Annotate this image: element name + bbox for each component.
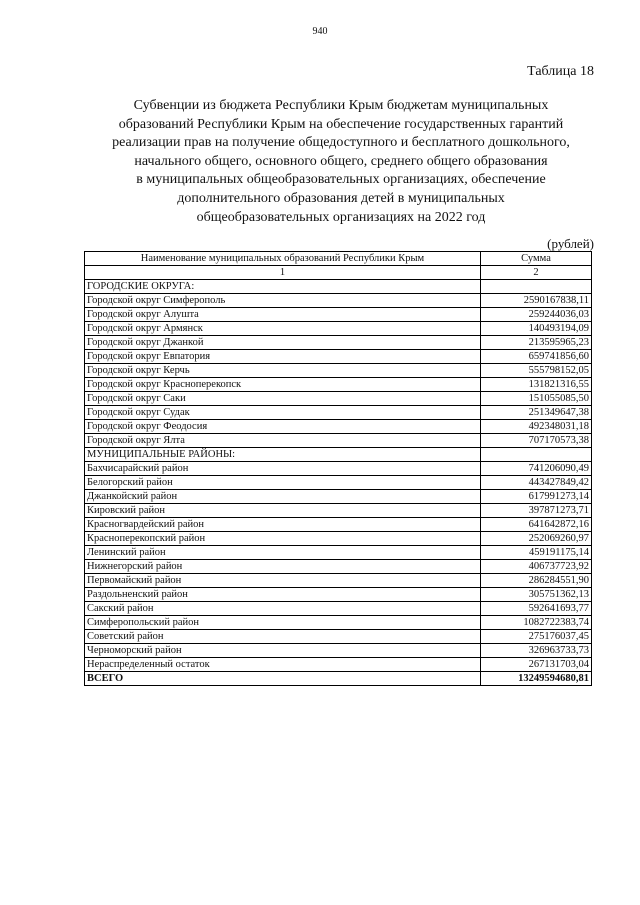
row-sum: 659741856,60 [481,350,592,364]
row-name: Городской округ Саки [85,392,481,406]
row-name: Городской округ Джанкой [85,336,481,350]
table-row [85,322,592,336]
row-name: Городской округ Красноперекопск [85,378,481,392]
row-sum: 305751362,13 [481,588,592,602]
row-name: Бахчисарайский район [85,462,481,476]
row-name: Сакский район [85,602,481,616]
table-row [85,658,592,672]
title-line: начального общего, основного общего, среднего общего образования [134,153,548,169]
table-row [85,574,592,588]
row-name: Красноперекопский район [85,532,481,546]
row-name: Красногвардейский район [85,518,481,532]
header-sum: Сумма [481,252,592,266]
column-number-row [85,266,592,280]
table-row [85,294,592,308]
row-name: Городской округ Симферополь [85,294,481,308]
header-row [85,252,592,266]
table-row [85,350,592,364]
row-sum: 251349647,38 [481,406,592,420]
document-title [86,97,596,227]
row-name: Городской округ Ялта [85,434,481,448]
table-row [85,644,592,658]
row-sum: 259244036,03 [481,308,592,322]
row-name: Городской округ Судак [85,406,481,420]
row-sum: 2590167838,11 [481,294,592,308]
row-name: Белогорский район [85,476,481,490]
row-name: Городской округ Феодосия [85,420,481,434]
row-sum: 326963733,73 [481,644,592,658]
row-name: Черноморский район [85,644,481,658]
row-name: Кировский район [85,504,481,518]
row-name: Нераспределенный остаток [85,658,481,672]
table-row [85,392,592,406]
table-row [85,336,592,350]
row-sum: 617991273,14 [481,490,592,504]
row-sum: 267131703,04 [481,658,592,672]
title-line: общеобразовательных организациях на 2022 год [196,209,486,225]
row-sum: 641642872,16 [481,518,592,532]
row-sum: 252069260,97 [481,532,592,546]
table-row [85,364,592,378]
title-line: Субвенции из бюджета Республики Крым бюджетам муниципальных [133,98,549,113]
empty-cell [481,280,592,294]
table-row [85,378,592,392]
row-sum: 443427849,42 [481,476,592,490]
table-row [85,616,592,630]
total-label: ВСЕГО [85,672,481,686]
row-sum: 151055085,50 [481,392,592,406]
table-row [85,518,592,532]
row-sum: 213595965,23 [481,336,592,350]
table-row [85,406,592,420]
row-name: Городской округ Армянск [85,322,481,336]
table-label: Таблица 18 [527,64,594,79]
table-row [85,308,592,322]
total-sum: 13249594680,81 [481,672,592,686]
row-sum: 592641693,77 [481,602,592,616]
table-row [85,476,592,490]
table-row [85,546,592,560]
header-name: Наименование муниципальных образований Республики Крым [85,252,481,266]
row-name: Советский район [85,630,481,644]
row-name: Первомайский район [85,574,481,588]
row-sum: 492348031,18 [481,420,592,434]
unit-label: (рублей) [547,236,594,251]
row-name: Городской округ Алушта [85,308,481,322]
row-sum: 140493194,09 [481,322,592,336]
title-line: реализации прав на получение общедоступного и бесплатного дошкольного, [112,135,570,151]
row-sum: 275176037,45 [481,630,592,644]
row-sum: 286284551,90 [481,574,592,588]
section-city-label: ГОРОДСКИЕ ОКРУГА: [85,280,481,294]
row-sum: 1082722383,74 [481,616,592,630]
table-row [85,560,592,574]
column-number: 2 [481,266,592,280]
table-row [85,420,592,434]
table-row [85,588,592,602]
row-name: Ленинский район [85,546,481,560]
row-sum: 459191175,14 [481,546,592,560]
table-row [85,434,592,448]
section-row [85,448,592,462]
subvention-table [84,251,592,686]
row-name: Городской округ Керчь [85,364,481,378]
section-district-label: МУНИЦИПАЛЬНЫЕ РАЙОНЫ: [85,448,481,462]
total-row [85,672,592,686]
column-number: 1 [85,266,481,280]
title-line: в муниципальных общеобразовательных организациях, обеспечение [136,172,546,188]
table-row [85,532,592,546]
row-name: Городской округ Евпатория [85,350,481,364]
title-line: дополнительного образования детей в муниципальных [177,190,505,206]
table-row [85,602,592,616]
row-sum: 406737723,92 [481,560,592,574]
section-row [85,280,592,294]
page-number: 940 [312,26,328,37]
empty-cell [481,448,592,462]
row-sum: 397871273,71 [481,504,592,518]
row-sum: 131821316,55 [481,378,592,392]
row-sum: 555798152,05 [481,364,592,378]
row-sum: 741206090,49 [481,462,592,476]
row-sum: 707170573,38 [481,434,592,448]
table-row [85,630,592,644]
row-name: Симферопольский район [85,616,481,630]
table-row [85,490,592,504]
table-row [85,462,592,476]
title-line: образований Республики Крым на обеспечение государственных гарантий [118,116,564,132]
row-name: Джанкойский район [85,490,481,504]
row-name: Нижнегорский район [85,560,481,574]
table-row [85,504,592,518]
row-name: Раздольненский район [85,588,481,602]
